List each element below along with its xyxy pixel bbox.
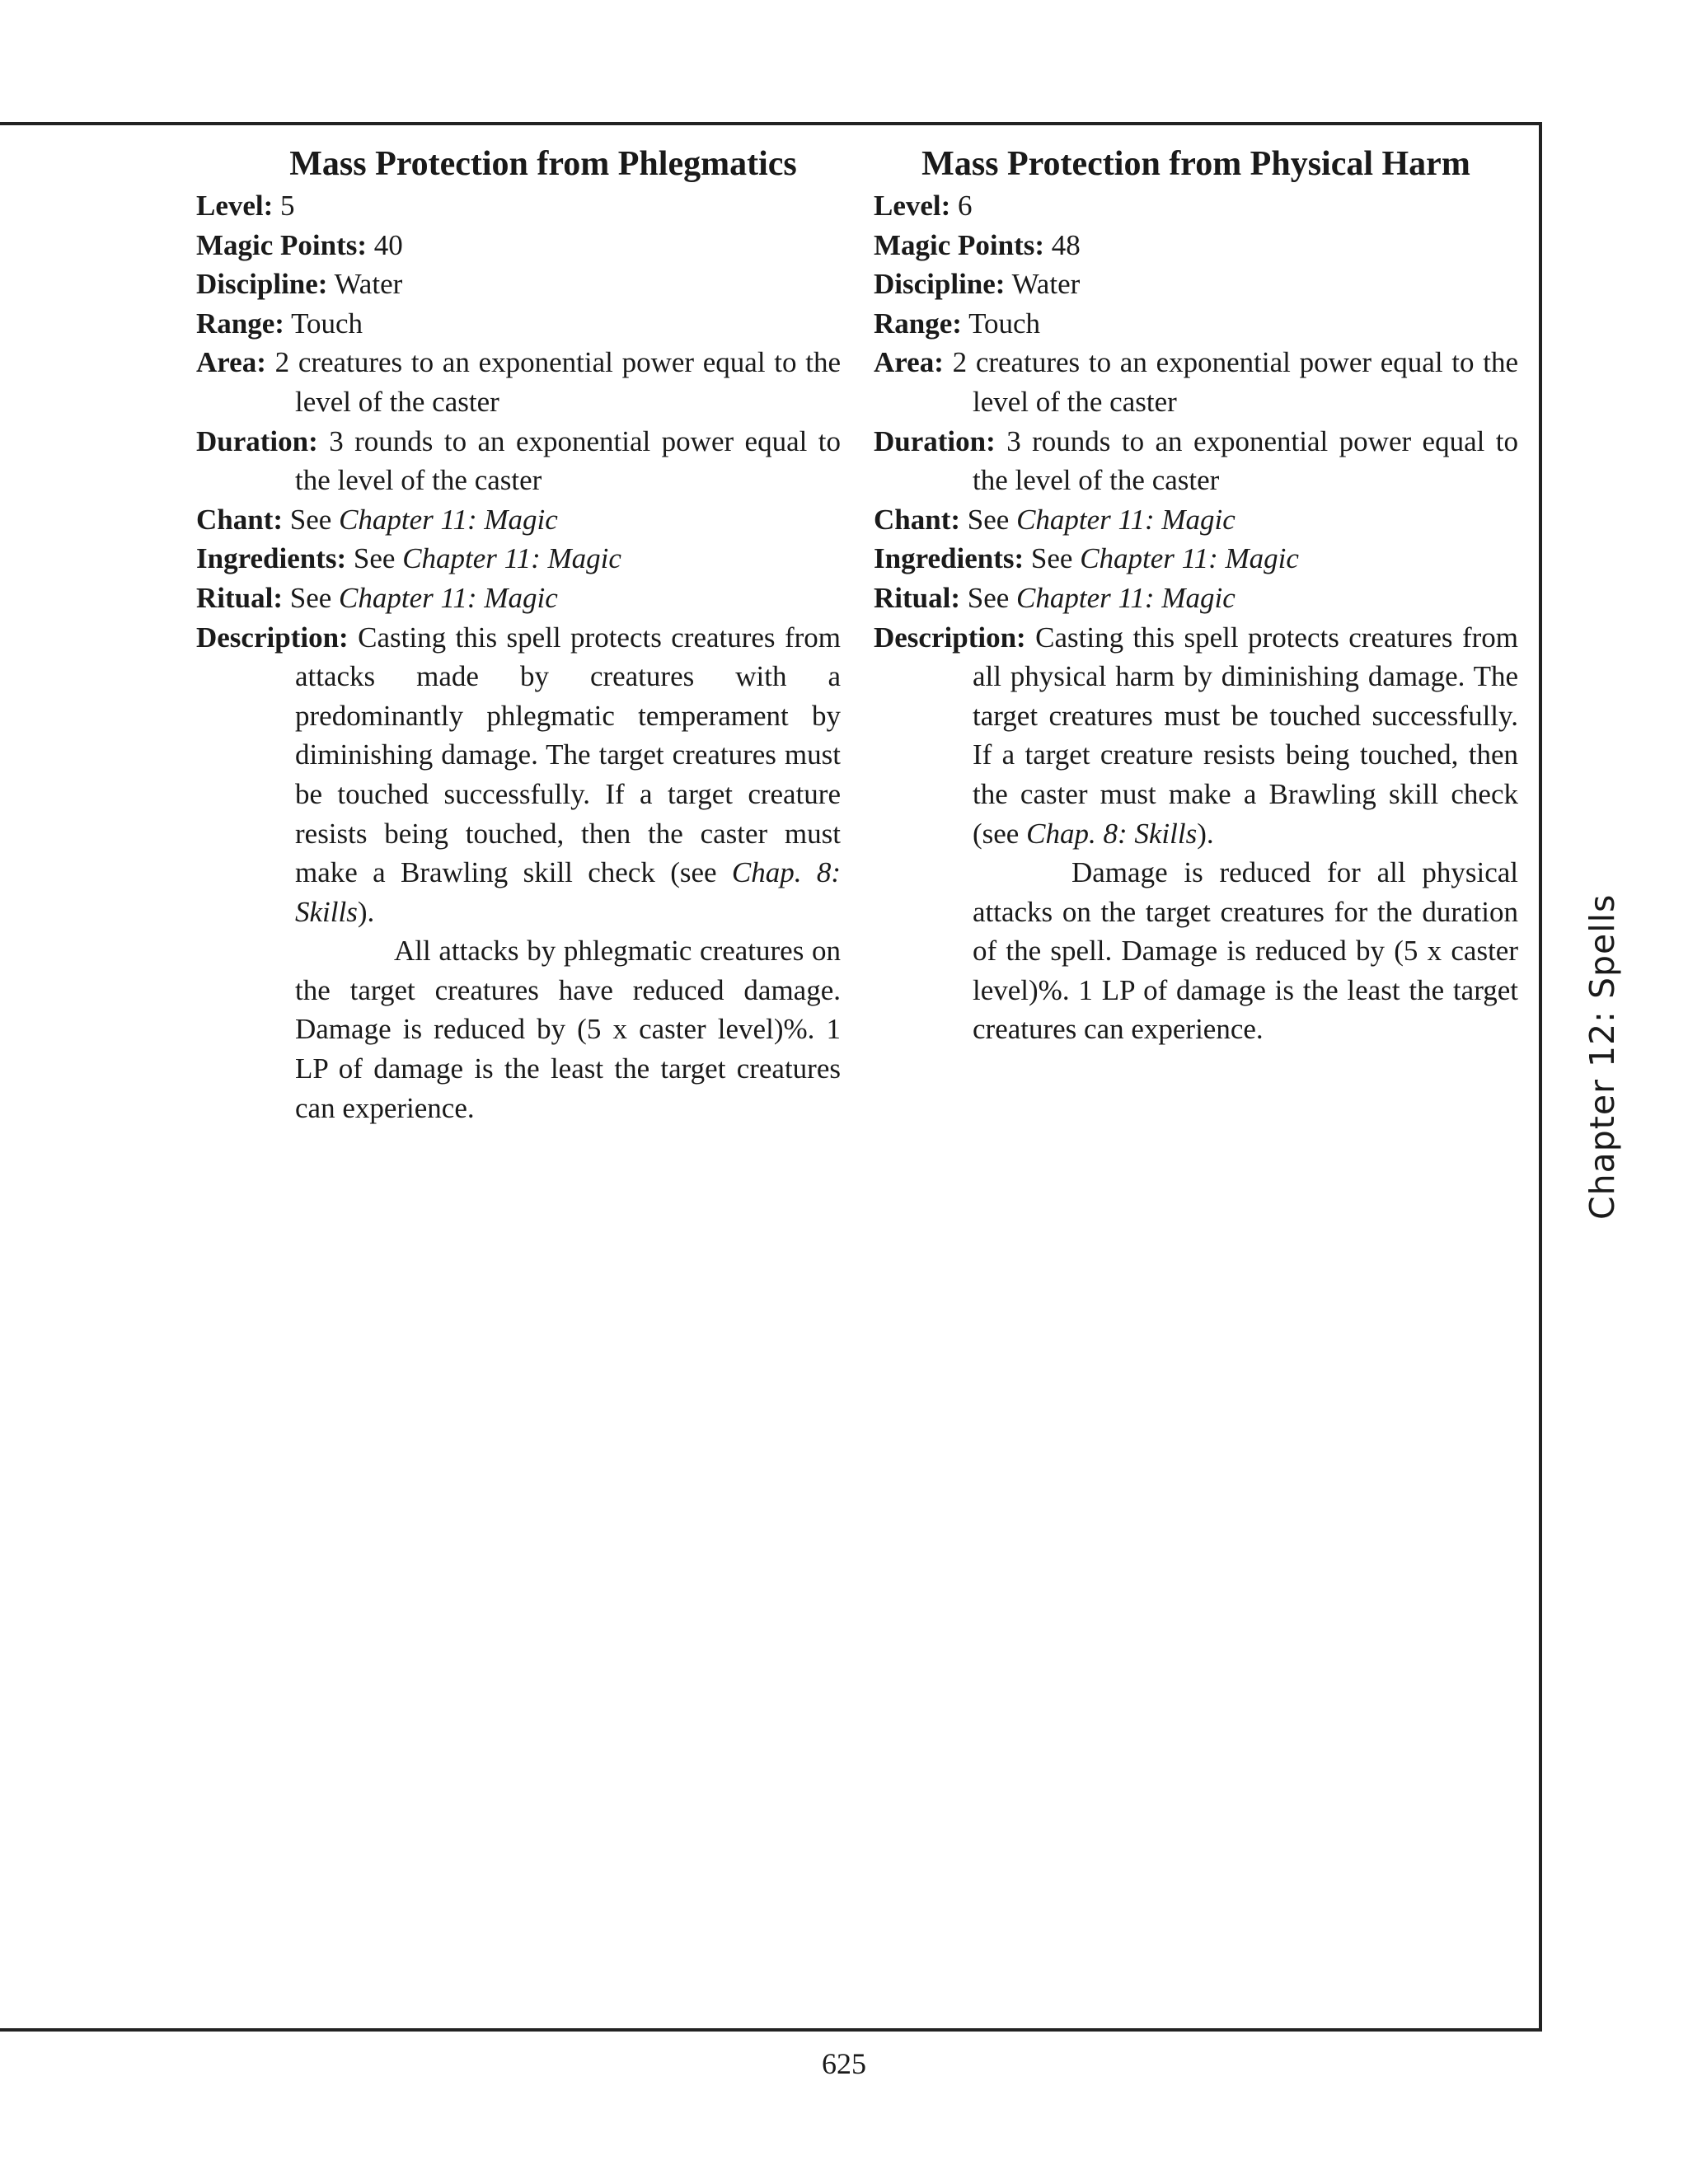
description-field: Description: Casting this spell protects creatures from attacks made by creatures with a predominantly phlegmatic temperament by diminishing damage. The target creatures must be touched successfully. If a target creature resists being touched, then the caster must make a Brawling skill check (see Chap. 8: Skills). <box>196 621 842 928</box>
description-continued <box>874 853 1518 1049</box>
description-paragraph: Damage is reduced for all physical attacks on the target creatures for the duration of the spell. Damage is reduced by (5 x caster level)%. 1 LP of damage is the least the target creatures can experience. <box>973 856 1518 1046</box>
level-field: Level: 6 <box>874 190 973 222</box>
chant-field: Chant: See Chapter 11: Magic <box>196 503 558 536</box>
area-field: Area: 2 creatures to an exponential power equal to the level of the caster <box>196 346 842 418</box>
chapter-sidebar-label: Chapter 12: Spells <box>1582 893 1622 1220</box>
magic-points-field: Magic Points: 48 <box>874 228 1081 261</box>
ingredients-field: Ingredients: See Chapter 11: Magic <box>196 542 621 575</box>
description-continued <box>196 931 841 1127</box>
range-field: Range: Touch <box>196 307 363 340</box>
page-number: 625 <box>822 2047 866 2080</box>
magic-points-field: Magic Points: 40 <box>196 228 403 261</box>
discipline-field: Discipline: Water <box>196 268 403 301</box>
spell-column-right <box>874 142 1518 1049</box>
description-field: Description: Casting this spell protects creatures from all physical harm by diminishing damage. The target creatures must be touched successfully. If a target creature resists being touched, then the caster must make a Brawling skill check (see Chap. 8: Skills). <box>874 621 1519 850</box>
level-field: Level: 5 <box>196 190 295 222</box>
duration-field: Duration: 3 rounds to an exponential power equal to the level of the caster <box>196 424 842 497</box>
spell-title: Mass Protection from Physical Harm <box>921 145 1470 183</box>
chant-field: Chant: See Chapter 11: Magic <box>874 503 1236 536</box>
ingredients-field: Ingredients: See Chapter 11: Magic <box>874 542 1299 575</box>
spell-title: Mass Protection from Phlegmatics <box>289 145 797 183</box>
area-field: Area: 2 creatures to an exponential power equal to the level of the caster <box>874 346 1519 418</box>
spell-column-left <box>196 142 841 1127</box>
discipline-field: Discipline: Water <box>874 268 1081 301</box>
description-paragraph: All attacks by phlegmatic creatures on the target creatures have reduced damage. Damage is reduced by (5 x caster level)%. 1 LP of damage is the least the target creatures can experience. <box>295 935 841 1124</box>
ritual-field: Ritual: See Chapter 11: Magic <box>874 581 1236 614</box>
ritual-field: Ritual: See Chapter 11: Magic <box>196 581 558 614</box>
range-field: Range: Touch <box>874 307 1041 340</box>
duration-field: Duration: 3 rounds to an exponential power equal to the level of the caster <box>874 424 1519 497</box>
